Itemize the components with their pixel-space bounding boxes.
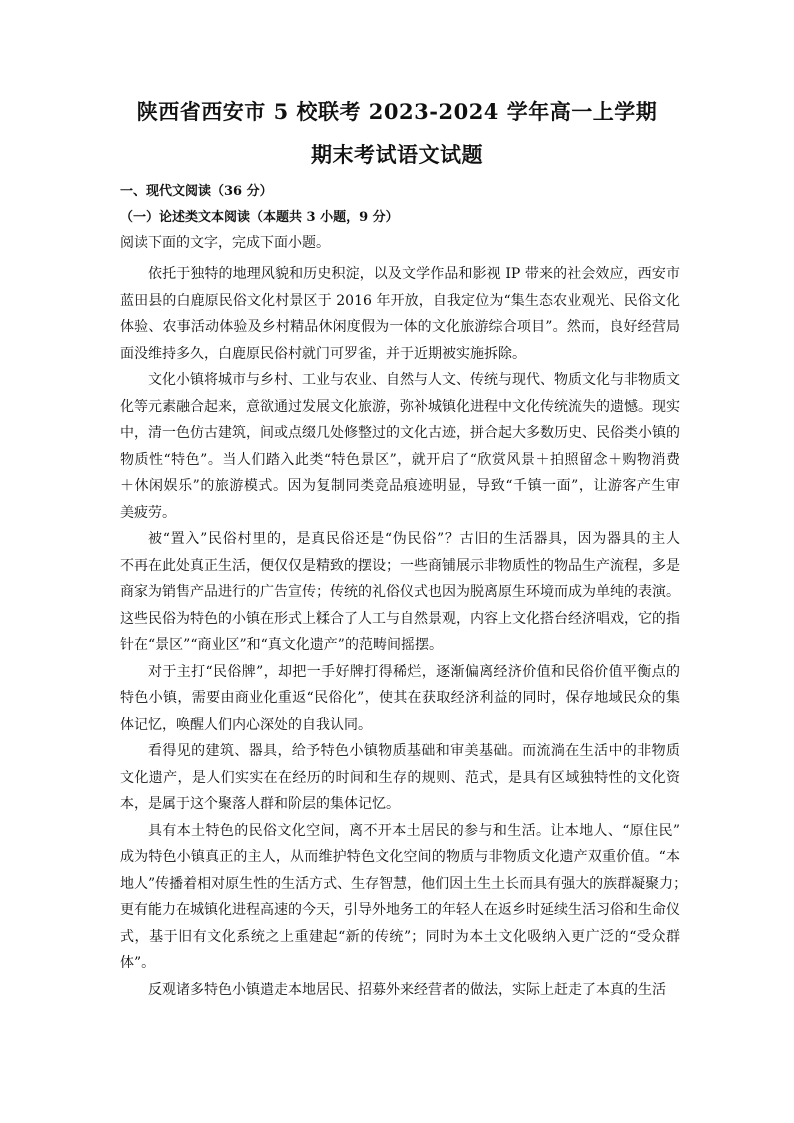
paragraph-3 — [120, 526, 680, 659]
exam-title-line-2: 期末考试语文试题 — [311, 142, 483, 167]
paragraph-6 — [120, 818, 688, 977]
passage-line: 美疲劳。 — [120, 504, 176, 521]
paragraph-7 — [120, 977, 680, 1004]
passage-line: 具有本土特色的民俗文化空间，离不开本土居民的参与和生活。让本地人、“原住民” — [148, 822, 680, 839]
passage-line: 本，是属于这个聚落人群和阶层的集体记忆。 — [120, 796, 400, 812]
passage-line: 反观诸多特色小镇遣走本地居民、招募外来经营者的做法，实际上赶走了本真的生活 — [148, 981, 666, 998]
paragraph-2 — [120, 367, 680, 526]
paragraph-4 — [120, 659, 680, 739]
passage-line: 依托于独特的地理风貌和历史积淀，以及文学作品和影视 IP 带来的社会效应，西安市 — [148, 266, 680, 282]
passage-line: 体验、农事活动体验及乡村精品休闲度假为一体的文化旅游综合项目”。然而，良好经营局 — [120, 319, 680, 335]
reading-passage — [120, 261, 688, 1003]
subsection-heading: （一）论述类文本阅读（本题共 3 小题，9 分） — [120, 210, 399, 225]
passage-line: ＋休闲娱乐”的旅游模式。因为复制同类竞品痕迹明显，导致“千镇一面”，让游客产生审 — [120, 478, 680, 494]
reading-instruction: 阅读下面的文字，完成下面小题。 — [120, 235, 330, 251]
passage-line: 体记忆，唤醒人们内心深处的自我认同。 — [120, 716, 372, 733]
passage-line: 被“置入”民俗村里的，是真民俗还是“伪民俗”？古旧的生活器具，因为器具的主人 — [148, 531, 680, 547]
passage-line: 化等元素融合起来，意欲通过发展文化旅游，弥补城镇化进程中文化传统流失的遗憾。现实 — [120, 398, 680, 415]
passage-line: 这些民俗为特色的小镇在形式上糅合了人工与自然景观，内容上文化搭台经济唱戏，它的指 — [120, 610, 680, 627]
passage-line: 文化遗产，是人们实实在在经历的时间和生存的规则、范式，是具有区域独特性的文化资 — [120, 769, 680, 786]
paragraph-1 — [120, 261, 680, 367]
passage-line: 中，清一色仿古建筑，间或点缀几处修整过的文化古迹，拼合起大多数历史、民俗类小镇的 — [120, 425, 680, 441]
passage-line: 物质性“特色”。当人们踏入此类“特色景区”，就开启了“欣赏风景＋拍照留念＋购物消费 — [120, 451, 680, 468]
passage-line: 特色小镇，需要由商业化重返“民俗化”，使其在获取经济利益的同时，保存地域民众的集 — [120, 690, 680, 706]
passage-line: 式，基于旧有文化系统之上重建起“新的传统”；同时为本土文化吸纳入更广泛的“受众群 — [120, 928, 680, 945]
passage-line: 看得见的建筑、器具，给予特色小镇物质基础和审美基础。而流淌在生活中的非物质 — [148, 743, 680, 759]
passage-line: 蓝田县的白鹿原民俗文化村景区于 2016 年开放，自我定位为“集生态农业观光、民俗文化 — [120, 292, 680, 309]
passage-line: 地人”传播着相对原生性的生活方式、生存智慧，他们因土生土长而具有强大的族群凝聚力； — [120, 875, 688, 892]
passage-line: 更有能力在城镇化进程高速的今天，引导外地务工的年轻人在返乡时延续生活习俗和生命仪 — [120, 902, 680, 918]
passage-line: 对于主打“民俗牌”，却把一手好牌打得稀烂，逐渐偏离经济价值和民俗价值平衡点的 — [148, 663, 680, 680]
passage-line: 体”。 — [120, 955, 156, 971]
passage-line: 针在“景区”“商业区”和“真文化遗产”的范畴间摇摆。 — [120, 637, 443, 653]
exam-title-line-1: 陕西省西安市 5 校联考 2023-2024 学年高一上学期 — [136, 99, 658, 124]
passage-line: 面没维持多久，白鹿原民俗村就门可罗雀，并于近期被实施拆除。 — [120, 345, 526, 362]
passage-line: 商家为销售产品进行的广告宣传；传统的礼俗仪式也因为脱离原生环境而成为单纯的表演。 — [120, 584, 680, 600]
paragraph-5 — [120, 738, 680, 818]
passage-line: 文化小镇将城市与乡村、工业与农业、自然与人文、传统与现代、物质文化与非物质文 — [148, 372, 680, 388]
passage-line: 成为特色小镇真正的主人，从而维护特色文化空间的物质与非物质文化遗产双重价值。“本 — [120, 849, 680, 865]
passage-line: 不再在此处真正生活，便仅仅是精致的摆设；一些商铺展示非物质性的物品生产流程，多是 — [120, 557, 680, 574]
section-heading: 一、现代文阅读（36 分） — [120, 184, 273, 199]
